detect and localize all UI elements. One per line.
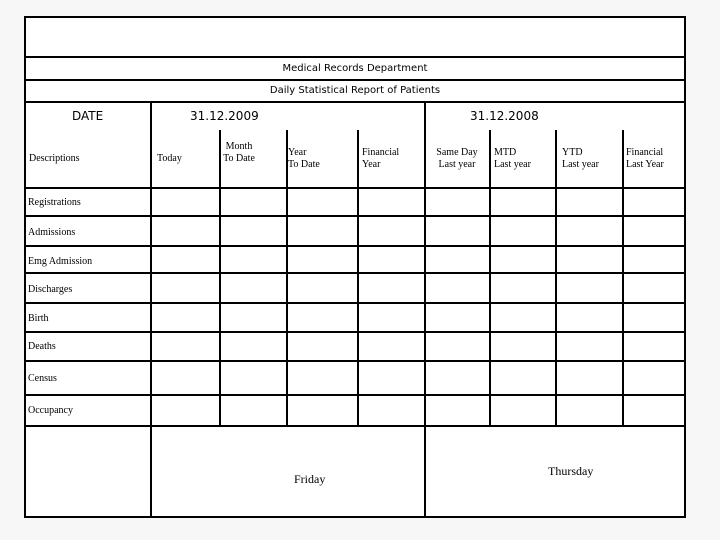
divider <box>286 130 288 427</box>
current-date: 31.12.2009 <box>190 109 259 123</box>
row-label-admissions: Admissions <box>28 227 76 238</box>
previous-day: Thursday <box>548 464 594 478</box>
descriptions-header: Descriptions <box>29 153 80 164</box>
divider <box>24 360 686 362</box>
divider <box>150 103 152 518</box>
today-header: Today <box>157 153 182 164</box>
row-label-emg-admission: Emg Admission <box>28 256 93 267</box>
row-label-discharges: Discharges <box>28 284 73 295</box>
same-day-last-year-header: Same Day Last year <box>436 147 478 170</box>
year-to-date-header: Year To Date <box>288 147 320 170</box>
divider <box>24 187 686 189</box>
financial-last-year-header: Financial Last Year <box>626 147 664 170</box>
divider <box>24 272 686 274</box>
divider <box>219 130 221 427</box>
divider <box>24 331 686 333</box>
mtd-last-year-header: MTD Last year <box>494 147 531 170</box>
financial-year-header: Financial Year <box>362 147 400 170</box>
row-label-birth: Birth <box>28 313 49 324</box>
divider <box>24 302 686 304</box>
current-day: Friday <box>294 472 326 486</box>
report-title: Daily Statistical Report of Patients <box>269 85 441 96</box>
divider <box>622 130 624 427</box>
divider <box>555 130 557 427</box>
divider <box>24 245 686 247</box>
divider <box>24 56 686 58</box>
month-to-date-header: Month To Date <box>223 141 255 164</box>
department-title: Medical Records Department <box>282 63 428 74</box>
row-label-occupancy: Occupancy <box>28 405 73 416</box>
divider <box>424 103 426 518</box>
previous-date: 31.12.2008 <box>470 109 539 123</box>
divider <box>24 101 686 103</box>
ytd-last-year-header: YTD Last year <box>562 147 599 170</box>
divider <box>24 79 686 81</box>
divider <box>24 215 686 217</box>
row-label-deaths: Deaths <box>28 341 56 352</box>
divider <box>489 130 491 427</box>
date-label: DATE <box>72 109 104 123</box>
row-label-census: Census <box>28 373 57 384</box>
divider <box>357 130 359 427</box>
row-label-registrations: Registrations <box>28 197 81 208</box>
divider <box>24 394 686 396</box>
divider <box>24 425 686 427</box>
